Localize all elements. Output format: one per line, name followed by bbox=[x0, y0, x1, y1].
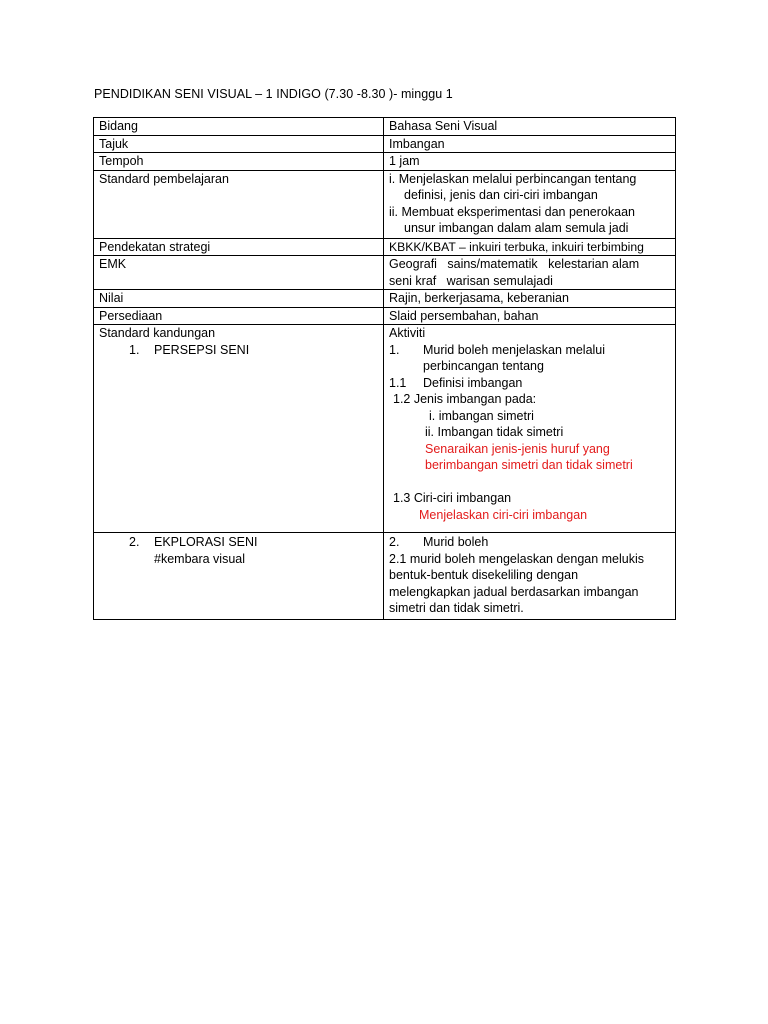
section1-sub1-num: 1.1 bbox=[389, 375, 407, 390]
section1-activity bbox=[389, 342, 671, 359]
pendekatan-text: KBKK/KBAT – inkuiri terbuka, inkuiri terbimbing bbox=[389, 239, 644, 254]
row-value-bidang: Bahasa Seni Visual bbox=[384, 118, 676, 136]
table-row bbox=[94, 170, 676, 238]
table-row bbox=[94, 135, 676, 153]
section1-act-line1: Murid boleh menjelaskan melalui bbox=[423, 342, 606, 357]
row-value-nilai: Rajin, berkerjasama, keberanian bbox=[384, 290, 676, 308]
row-value-standard-pembelajaran bbox=[384, 170, 676, 238]
section1-sub2-i: i. imbangan simetri bbox=[429, 408, 534, 423]
section1-red-note: Menjelaskan ciri-ciri imbangan bbox=[419, 507, 588, 522]
section2-desc: bentuk-bentuk disekeliling dengan bbox=[389, 568, 579, 582]
row-label-standard-kandungan: Standard kandungan bbox=[99, 326, 216, 340]
row-label-nilai: Nilai bbox=[94, 290, 384, 308]
row-value-pendekatan bbox=[384, 238, 676, 256]
table-row bbox=[94, 153, 676, 171]
table-row bbox=[94, 307, 676, 325]
section1-red-note: berimbangan simetri dan tidak simetri bbox=[425, 458, 633, 472]
section1-sub1 bbox=[389, 375, 671, 392]
section2-num: 2. bbox=[129, 535, 140, 549]
section2-tag: #kembara visual bbox=[154, 551, 246, 566]
row-value-emk bbox=[384, 256, 676, 290]
spacer bbox=[389, 474, 671, 491]
row-label-pendekatan: Pendekatan strategi bbox=[94, 238, 384, 256]
list-item: definisi, jenis dan ciri-ciri imbangan bbox=[404, 188, 598, 202]
section2-desc: melengkapkan jadual berdasarkan imbangan bbox=[389, 584, 639, 599]
list-item: i. Menjelaskan melalui perbincangan tentang bbox=[389, 171, 637, 186]
section1-act-num: 1. bbox=[389, 342, 400, 357]
row-value-tempoh: 1 jam bbox=[384, 153, 676, 171]
section2-act-num: 2. bbox=[389, 535, 400, 549]
row-label-bidang: Bidang bbox=[94, 118, 384, 136]
section1-name: PERSEPSI SENI bbox=[154, 342, 250, 357]
section1-sub2: 1.2 Jenis imbangan pada: bbox=[393, 392, 537, 406]
list-item: ii. Membuat eksperimentasi dan penerokaan bbox=[389, 204, 635, 219]
section1-sub1-text: Definisi imbangan bbox=[423, 375, 523, 390]
table-row bbox=[94, 325, 676, 533]
row-value-aktiviti: Aktiviti bbox=[389, 326, 426, 340]
row-label-persediaan: Persediaan bbox=[94, 307, 384, 325]
page-title: PENDIDIKAN SENI VISUAL – 1 INDIGO (7.30 -8.30 )- minggu 1 bbox=[94, 87, 453, 101]
emk-line: seni kraf warisan semulajadi bbox=[389, 273, 553, 288]
section1-sub2-ii: ii. Imbangan tidak simetri bbox=[425, 425, 564, 439]
section1-right bbox=[384, 325, 676, 533]
row-label-emk: EMK bbox=[94, 256, 384, 290]
section2-act-line1: Murid boleh bbox=[423, 535, 489, 549]
table-row bbox=[94, 238, 676, 256]
row-value-tajuk: Imbangan bbox=[384, 135, 676, 153]
section1-num: 1. bbox=[129, 342, 140, 357]
section2-desc: simetri dan tidak simetri. bbox=[389, 601, 524, 615]
section1-act-line2: perbincangan tentang bbox=[423, 359, 544, 373]
section2-desc: 2.1 murid boleh mengelaskan dengan melukis bbox=[389, 551, 645, 566]
list-item: unsur imbangan dalam alam semula jadi bbox=[404, 221, 629, 235]
section2-name: EKPLORASI SENI bbox=[154, 535, 258, 549]
row-value-persediaan: Slaid persembahan, bahan bbox=[384, 307, 676, 325]
table-row bbox=[94, 118, 676, 136]
lesson-plan-table bbox=[93, 117, 676, 620]
emk-line: Geografi sains/matematik kelestarian alam bbox=[389, 257, 640, 271]
table-row bbox=[94, 290, 676, 308]
section1-red-note: Senaraikan jenis-jenis huruf yang bbox=[425, 441, 610, 456]
section2-left bbox=[94, 533, 384, 620]
table-row bbox=[94, 533, 676, 620]
section2-activity bbox=[389, 534, 671, 551]
row-label-tajuk: Tajuk bbox=[94, 135, 384, 153]
table-row bbox=[94, 256, 676, 290]
row-label-standard-pembelajaran: Standard pembelajaran bbox=[94, 170, 384, 238]
section2-right bbox=[384, 533, 676, 620]
section2-heading bbox=[99, 534, 379, 551]
section1-sub3: 1.3 Ciri-ciri imbangan bbox=[393, 491, 512, 505]
row-label-tempoh: Tempoh bbox=[94, 153, 384, 171]
section1-heading bbox=[99, 342, 379, 359]
section1-left bbox=[94, 325, 384, 533]
